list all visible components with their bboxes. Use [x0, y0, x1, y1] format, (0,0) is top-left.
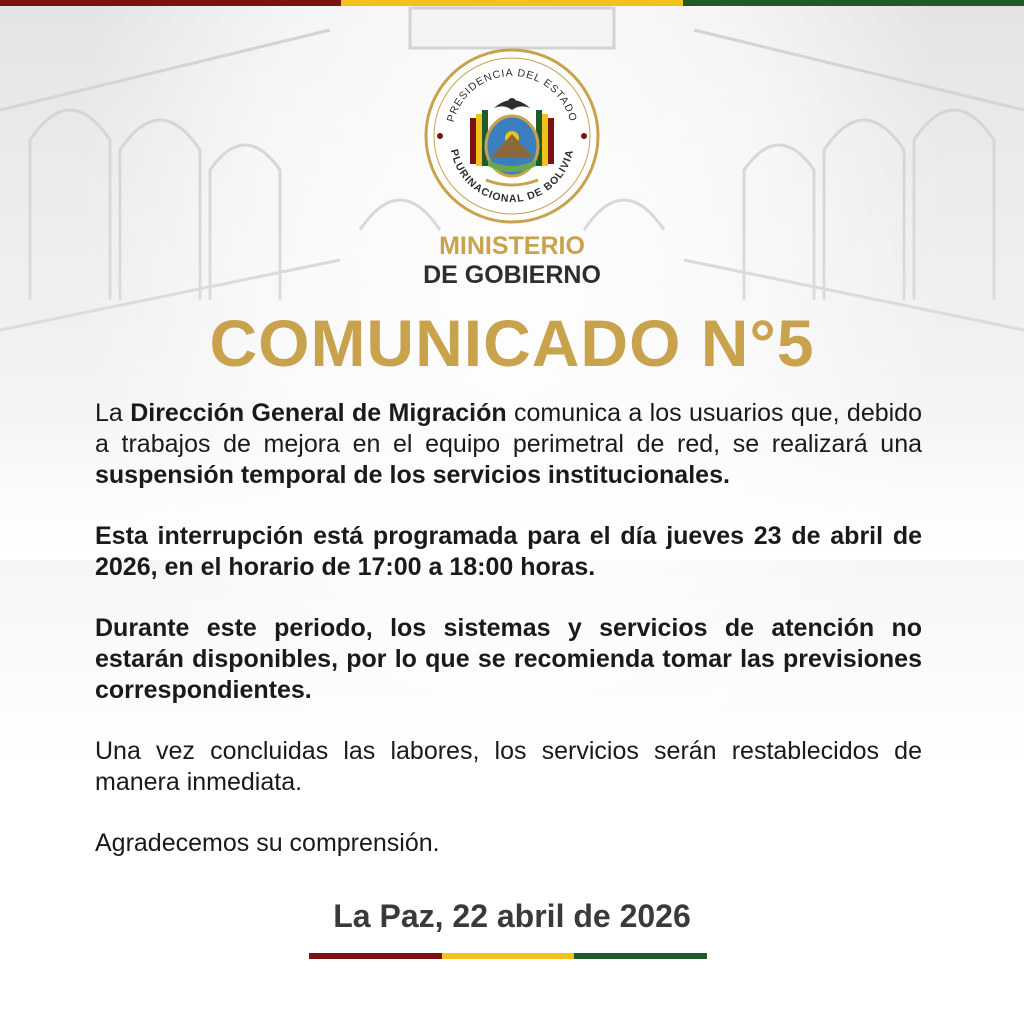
- footer-green-segment: [574, 953, 707, 959]
- flag-green-segment: [683, 0, 1024, 6]
- p2-bold-schedule: Esta interrupción está programada para el día jueves 23 de abril de 2026, en el horario de 17:00 a 18:00 horas.: [95, 522, 922, 581]
- footer-red-segment: [309, 953, 442, 959]
- flag-yellow-segment: [341, 0, 682, 6]
- seal-bottom-text: PLURINACIONAL DE BOLIVIA: [447, 148, 577, 206]
- paragraph-3: [95, 613, 922, 706]
- p1-text-c: comunica a los usuarios que, debido a trabajos de mejora en el equipo perimetral de red, se realizará una: [95, 399, 922, 458]
- p1-text-a: La: [95, 399, 131, 427]
- presidential-seal: [424, 48, 600, 224]
- footer-flag-stripe: [309, 953, 707, 959]
- communique-body: [95, 398, 922, 889]
- ministry-name-line2: DE GOBIERNO: [423, 261, 601, 289]
- footer-yellow-segment: [442, 953, 575, 959]
- paragraph-5: Agradecemos su comprensión.: [95, 829, 440, 857]
- paragraph-1: [95, 398, 922, 491]
- place-and-date: La Paz, 22 abril de 2026: [333, 898, 691, 934]
- paragraph-2: [95, 521, 922, 583]
- top-flag-stripe: [0, 0, 1024, 6]
- flag-red-segment: [0, 0, 341, 6]
- communique-title: COMUNICADO N°5: [209, 306, 815, 380]
- ministry-name-line1: MINISTERIO: [439, 232, 585, 260]
- p1-bold-institution: Dirección General de Migración: [130, 399, 507, 427]
- p1-bold-suspension: suspensión temporal de los servicios institucionales.: [95, 461, 730, 489]
- p3-bold-notice: Durante este periodo, los sistemas y servicios de atención no estarán disponibles, por lo que se recomienda tomar las previsiones correspondientes.: [95, 614, 922, 704]
- seal-top-text: PRESIDENCIA DEL ESTADO: [444, 66, 580, 124]
- paragraph-4: Una vez concluidas las labores, los servicios serán restablecidos de manera inmediata.: [95, 737, 922, 796]
